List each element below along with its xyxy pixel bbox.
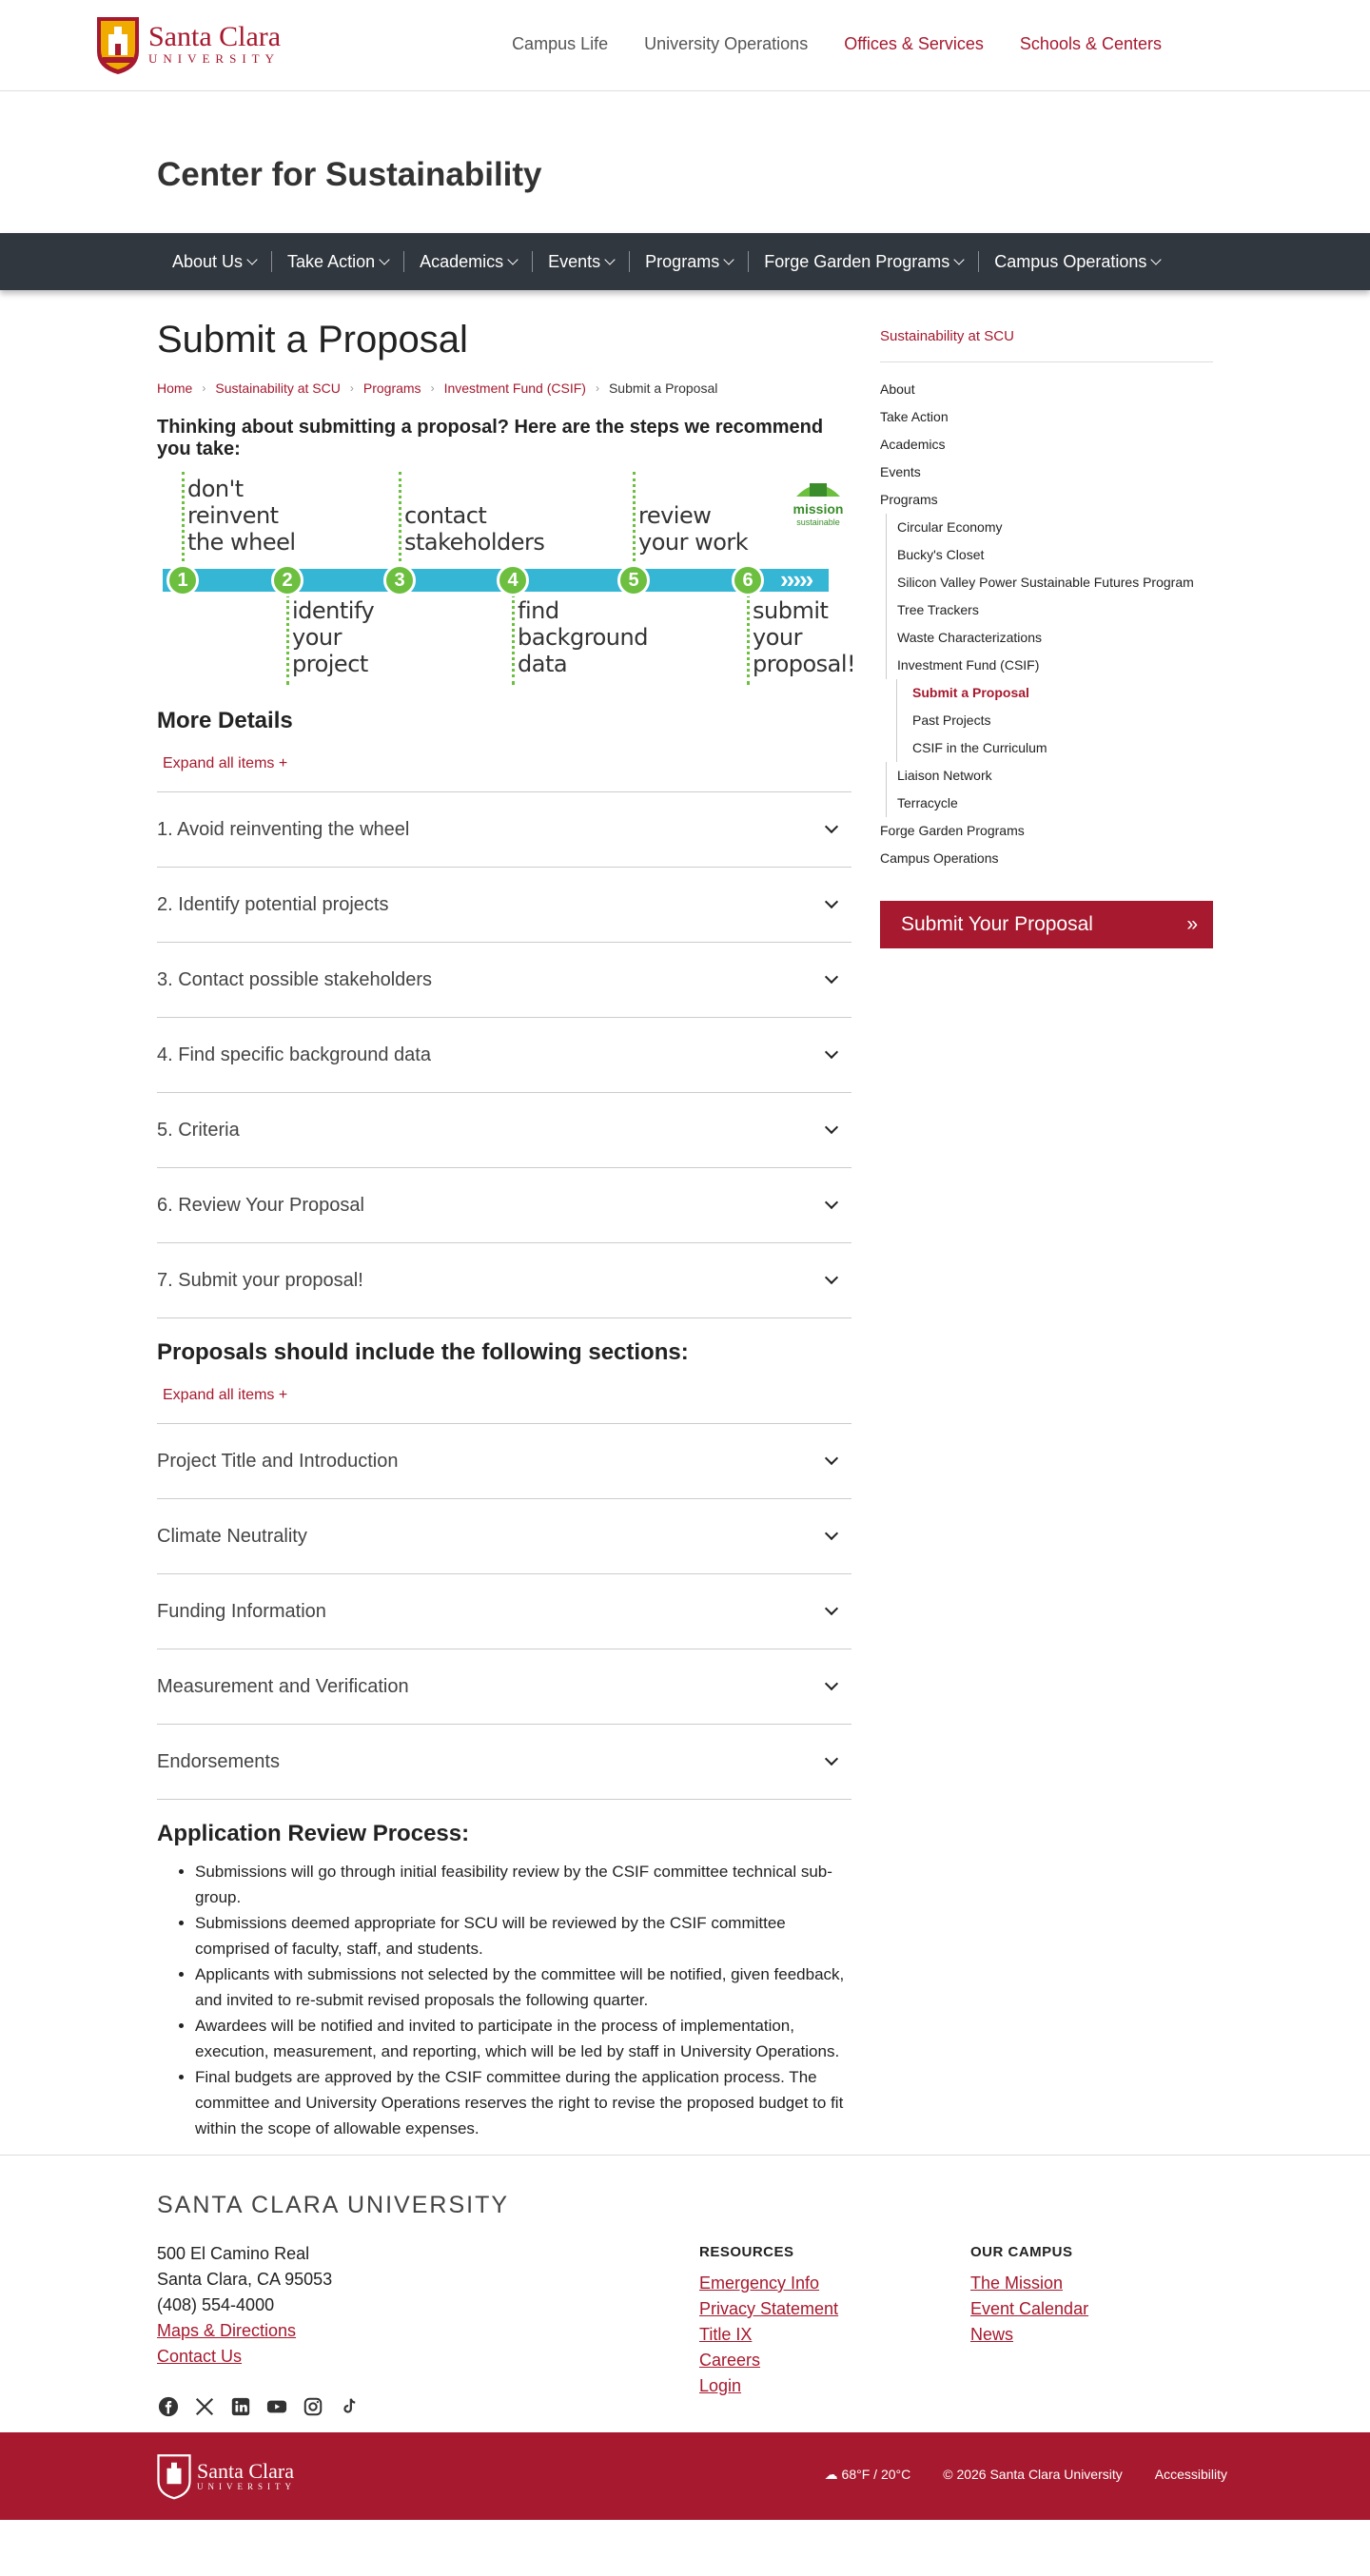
footer-address-line: Santa Clara, CA 95053	[157, 2270, 333, 2289]
bottom-bar-right	[825, 2467, 1227, 2483]
sidebar-item-forge-garden[interactable]: Forge Garden Programs	[880, 823, 1025, 838]
footer-campus-heading: OUR CAMPUS	[970, 2244, 1073, 2260]
breadcrumb-separator-icon: ›	[430, 381, 435, 395]
accordion-item[interactable]	[157, 1499, 851, 1574]
breadcrumb-programs[interactable]: Programs	[362, 381, 421, 396]
weather-text: 68°F / 20°C	[841, 2467, 911, 2482]
more-details-heading: More Details	[157, 708, 293, 733]
scu-logo[interactable]	[95, 13, 281, 76]
breadcrumb-sustainability[interactable]: Sustainability at SCU	[215, 381, 341, 396]
chevron-down-icon	[825, 1752, 838, 1766]
accordion-item[interactable]	[157, 1018, 851, 1093]
sidebar-item-terracycle[interactable]: Terracycle	[886, 790, 1213, 817]
step-number: 1	[166, 564, 199, 596]
chevron-down-icon	[825, 1602, 838, 1615]
sidebar-item-buckys-closet[interactable]: Bucky's Closet	[886, 541, 1213, 569]
chevron-down-icon	[379, 254, 389, 264]
site-header	[0, 0, 1370, 91]
step-connector	[182, 472, 185, 567]
chevron-down-icon	[825, 820, 838, 833]
step-number: 4	[497, 564, 529, 596]
accordion-item[interactable]	[157, 1424, 851, 1499]
facebook-icon[interactable]	[157, 2395, 180, 2418]
top-nav-campus-life[interactable]: Campus Life	[512, 34, 609, 53]
breadcrumb-home[interactable]: Home	[157, 381, 193, 396]
list-item: • Awardees will be notified and invited to participate in the process of implementation, execution, measurement, and reporting, which will be led by staff in University Operations.	[195, 2013, 851, 2064]
main-nav-label: Academics	[420, 252, 504, 271]
site-title[interactable]: Center for Sustainability	[157, 156, 542, 193]
chevron-down-icon	[954, 254, 965, 264]
expand-all-details[interactable]: Expand all items +	[163, 755, 288, 771]
scu-shield-icon	[157, 2451, 191, 2501]
expand-all-sections[interactable]: Expand all items +	[163, 1387, 288, 1403]
footer-university-name: SANTA CLARA UNIVERSITY	[157, 2192, 510, 2218]
logo-name: Santa Clara	[148, 21, 282, 52]
step-connector	[286, 594, 289, 685]
chevron-down-icon	[825, 1677, 838, 1690]
top-nav-schools-centers[interactable]: Schools & Centers	[1019, 34, 1162, 53]
main-nav-academics[interactable]	[404, 251, 533, 272]
sidebar-item-csif-curriculum[interactable]: CSIF in the Curriculum	[896, 734, 1213, 762]
step-label: don't reinvent the wheel	[187, 476, 296, 556]
accordion-item-title: Measurement and Verification	[157, 1675, 409, 1697]
footer-contact-link[interactable]: Contact Us	[157, 2347, 243, 2366]
sidebar-item-circular-economy[interactable]: Circular Economy	[886, 514, 1213, 541]
step-connector	[747, 594, 750, 685]
step-label: review your work	[638, 502, 749, 556]
footer-logo-name: Santa Clara	[197, 2459, 295, 2483]
review-process-list	[157, 1859, 851, 2141]
main-nav-about-us[interactable]	[157, 251, 272, 272]
accordion-item[interactable]	[157, 1725, 851, 1800]
footer-link[interactable]: Title IX	[699, 2325, 753, 2344]
sidebar-item-events[interactable]: Events	[880, 464, 921, 479]
main-nav-label: About Us	[172, 252, 244, 271]
chevron-down-icon	[724, 254, 734, 264]
chevron-down-icon	[507, 254, 518, 264]
linkedin-icon[interactable]	[229, 2395, 252, 2418]
timeline-bar	[163, 569, 829, 592]
weather	[825, 2467, 911, 2483]
top-nav-university-operations[interactable]: University Operations	[644, 34, 809, 53]
accordion-item[interactable]	[157, 943, 851, 1018]
accessibility-link[interactable]: Accessibility	[1154, 2467, 1227, 2482]
badge-top-text: mission	[793, 501, 844, 517]
step-connector	[633, 472, 636, 567]
scu-shield-icon	[95, 13, 141, 76]
accordion-item[interactable]	[157, 868, 851, 943]
sidebar-item-csif[interactable]: Investment Fund (CSIF)	[886, 652, 1213, 679]
submit-proposal-button[interactable]	[880, 901, 1213, 948]
double-chevron-right-icon: »	[1186, 913, 1198, 935]
accordion-item[interactable]	[157, 1168, 851, 1243]
main-nav-label: Programs	[645, 252, 720, 271]
mission-sustainable-badge	[785, 470, 851, 537]
accordion-item[interactable]	[157, 792, 851, 868]
chevron-down-icon	[825, 1527, 838, 1540]
chevron-down-icon	[825, 895, 838, 908]
accordion-item[interactable]	[157, 1243, 851, 1318]
x-icon[interactable]	[193, 2395, 216, 2418]
step-number: 2	[271, 564, 303, 596]
footer-phone: (408) 554-4000	[157, 2295, 275, 2314]
sidebar-item-tree-trackers[interactable]: Tree Trackers	[886, 596, 1213, 624]
step-label: identify your project	[292, 597, 375, 677]
main-nav	[0, 233, 1370, 290]
sidebar-item-take-action[interactable]: Take Action	[880, 409, 949, 424]
step-connector	[399, 472, 401, 567]
lead-text: Thinking about submitting a proposal? Here are the steps we recommend you take:	[157, 417, 824, 459]
sidebar-item-past-projects[interactable]: Past Projects	[896, 707, 1213, 734]
accordion-item-title: Funding Information	[157, 1600, 326, 1622]
accordion-item-title: 6. Review Your Proposal	[157, 1194, 364, 1216]
accordion-item-title: 3. Contact possible stakeholders	[157, 968, 433, 990]
main-nav-label: Forge Garden Programs	[764, 252, 950, 271]
copyright: © 2026 Santa Clara University	[943, 2467, 1123, 2482]
page-title: Submit a Proposal	[157, 319, 468, 361]
tiktok-icon[interactable]	[338, 2395, 361, 2418]
footer-link[interactable]: Emergency Info	[699, 2274, 820, 2293]
footer-resources	[699, 2239, 838, 2399]
footer-logo[interactable]	[157, 2451, 296, 2501]
footer-maps-link[interactable]: Maps & Directions	[157, 2321, 297, 2340]
details-accordion	[157, 791, 851, 1318]
list-item: • Applicants with submissions not selected by the committee will be notified, given feedback, and invited to re-submit revised proposals the following quarter.	[195, 1961, 851, 2013]
chevron-down-icon	[825, 1196, 838, 1209]
step-label: find background data	[518, 597, 648, 677]
logo-sub: UNIVERSITY	[148, 51, 280, 66]
breadcrumb-current: Submit a Proposal	[608, 381, 718, 396]
footer-link[interactable]: News	[970, 2325, 1014, 2344]
sidebar-item-campus-operations[interactable]: Campus Operations	[880, 850, 999, 866]
main-nav-events[interactable]	[533, 251, 630, 272]
breadcrumb-csif[interactable]: Investment Fund (CSIF)	[443, 381, 586, 396]
badge-bottom-text: sustainable	[796, 517, 840, 527]
step-label: contact stakeholders	[404, 502, 545, 556]
accordion-item-title: 5. Criteria	[157, 1119, 240, 1141]
chevron-down-icon	[825, 1271, 838, 1284]
sidebar-top-link[interactable]: Sustainability at SCU	[880, 328, 1213, 362]
footer-address-line: 500 El Camino Real	[157, 2244, 310, 2263]
chevron-down-icon	[1151, 254, 1162, 264]
submit-proposal-label: Submit Your Proposal	[901, 913, 1093, 935]
accordion-item[interactable]	[157, 1093, 851, 1168]
main-nav-campus-operations[interactable]	[979, 251, 1175, 272]
list-item: • Final budgets are approved by the CSIF committee during the application process. The committee and University Operations reserves the right to revise the proposed budget to fit within the scope of allowable expenses.	[195, 2064, 851, 2141]
accordion-item-title: Climate Neutrality	[157, 1525, 307, 1547]
page-body	[0, 290, 1370, 2155]
accordion-item[interactable]	[157, 1649, 851, 1725]
footer-resources-heading: RESOURCES	[699, 2244, 794, 2260]
accordion-item-title: 1. Avoid reinventing the wheel	[157, 818, 410, 840]
chevron-down-icon	[605, 254, 616, 264]
sidebar-item-svp-futures[interactable]: Silicon Valley Power Sustainable Futures Program	[886, 569, 1213, 596]
breadcrumb	[157, 381, 851, 396]
chevron-down-icon	[825, 1452, 838, 1465]
steps-infographic	[157, 470, 856, 689]
sections-heading: Proposals should include the following sections:	[157, 1339, 689, 1365]
footer-link[interactable]: The Mission	[970, 2274, 1064, 2293]
footer-logo-sub: UNIVERSITY	[197, 2482, 296, 2491]
site-title-band	[0, 91, 1370, 233]
footer-link[interactable]: Event Calendar	[970, 2299, 1089, 2318]
accordion-item-title: 4. Find specific background data	[157, 1044, 431, 1065]
accordion-item-title: 7. Submit your proposal!	[157, 1269, 363, 1291]
list-item: • Submissions deemed appropriate for SCU will be reviewed by the CSIF committee comprised of faculty, staff, and students.	[195, 1910, 851, 1961]
footer-link[interactable]: Careers	[699, 2351, 761, 2370]
timeline-arrows-icon: ›››››	[780, 565, 812, 594]
site-footer	[0, 2155, 1370, 2432]
sidebar-item-liaison-network[interactable]: Liaison Network	[886, 762, 1213, 790]
accordion-item-title: 2. Identify potential projects	[157, 893, 389, 915]
chevron-down-icon	[825, 970, 838, 984]
main-nav-label: Events	[548, 252, 601, 271]
breadcrumb-separator-icon: ›	[202, 381, 206, 395]
instagram-icon[interactable]	[302, 2395, 324, 2418]
footer-link[interactable]: Privacy Statement	[699, 2299, 839, 2318]
bottom-bar	[0, 2432, 1370, 2520]
review-process-heading: Application Review Process:	[157, 1821, 470, 1846]
breadcrumb-separator-icon: ›	[595, 381, 599, 395]
list-item: • Submissions will go through initial feasibility review by the CSIF committee technical sub-group.	[195, 1859, 851, 1910]
footer-address	[157, 2241, 332, 2370]
accordion-item[interactable]	[157, 1574, 851, 1649]
step-number: 5	[617, 564, 650, 596]
breadcrumb-separator-icon: ›	[349, 381, 354, 395]
sidebar-item-waste-characterizations[interactable]: Waste Characterizations	[886, 624, 1213, 652]
step-label: submit your proposal!	[753, 597, 856, 677]
step-number: 6	[732, 564, 764, 596]
chevron-down-icon	[825, 1045, 838, 1059]
youtube-icon[interactable]	[265, 2395, 288, 2418]
main-nav-label: Take Action	[287, 252, 376, 271]
sidebar-menu	[880, 376, 1213, 872]
social-links	[157, 2395, 361, 2418]
sidebar-item-submit-proposal[interactable]: Submit a Proposal	[896, 679, 1213, 707]
main-content	[157, 319, 856, 2141]
sidebar	[880, 328, 1213, 948]
main-nav-programs[interactable]	[630, 251, 749, 272]
sidebar-item-about[interactable]: About	[880, 381, 915, 397]
sidebar-item-academics[interactable]: Academics	[880, 437, 946, 452]
top-nav-offices-services[interactable]: Offices & Services	[844, 34, 984, 53]
step-number: 3	[383, 564, 416, 596]
accordion-item-title: Endorsements	[157, 1750, 280, 1772]
footer-link[interactable]: Login	[699, 2376, 742, 2395]
main-nav-forge-garden[interactable]	[749, 251, 979, 272]
chevron-down-icon	[825, 1121, 838, 1134]
sidebar-item-programs[interactable]: Programs	[880, 492, 938, 507]
step-connector	[512, 594, 515, 685]
top-nav	[476, 34, 1162, 54]
sections-accordion	[157, 1423, 851, 1800]
main-nav-label: Campus Operations	[994, 252, 1147, 271]
footer-campus	[970, 2239, 1088, 2348]
accordion-item-title: Project Title and Introduction	[157, 1450, 399, 1472]
weather-icon: ☁	[824, 2467, 842, 2482]
main-nav-take-action[interactable]	[272, 251, 404, 272]
chevron-down-icon	[246, 254, 257, 264]
